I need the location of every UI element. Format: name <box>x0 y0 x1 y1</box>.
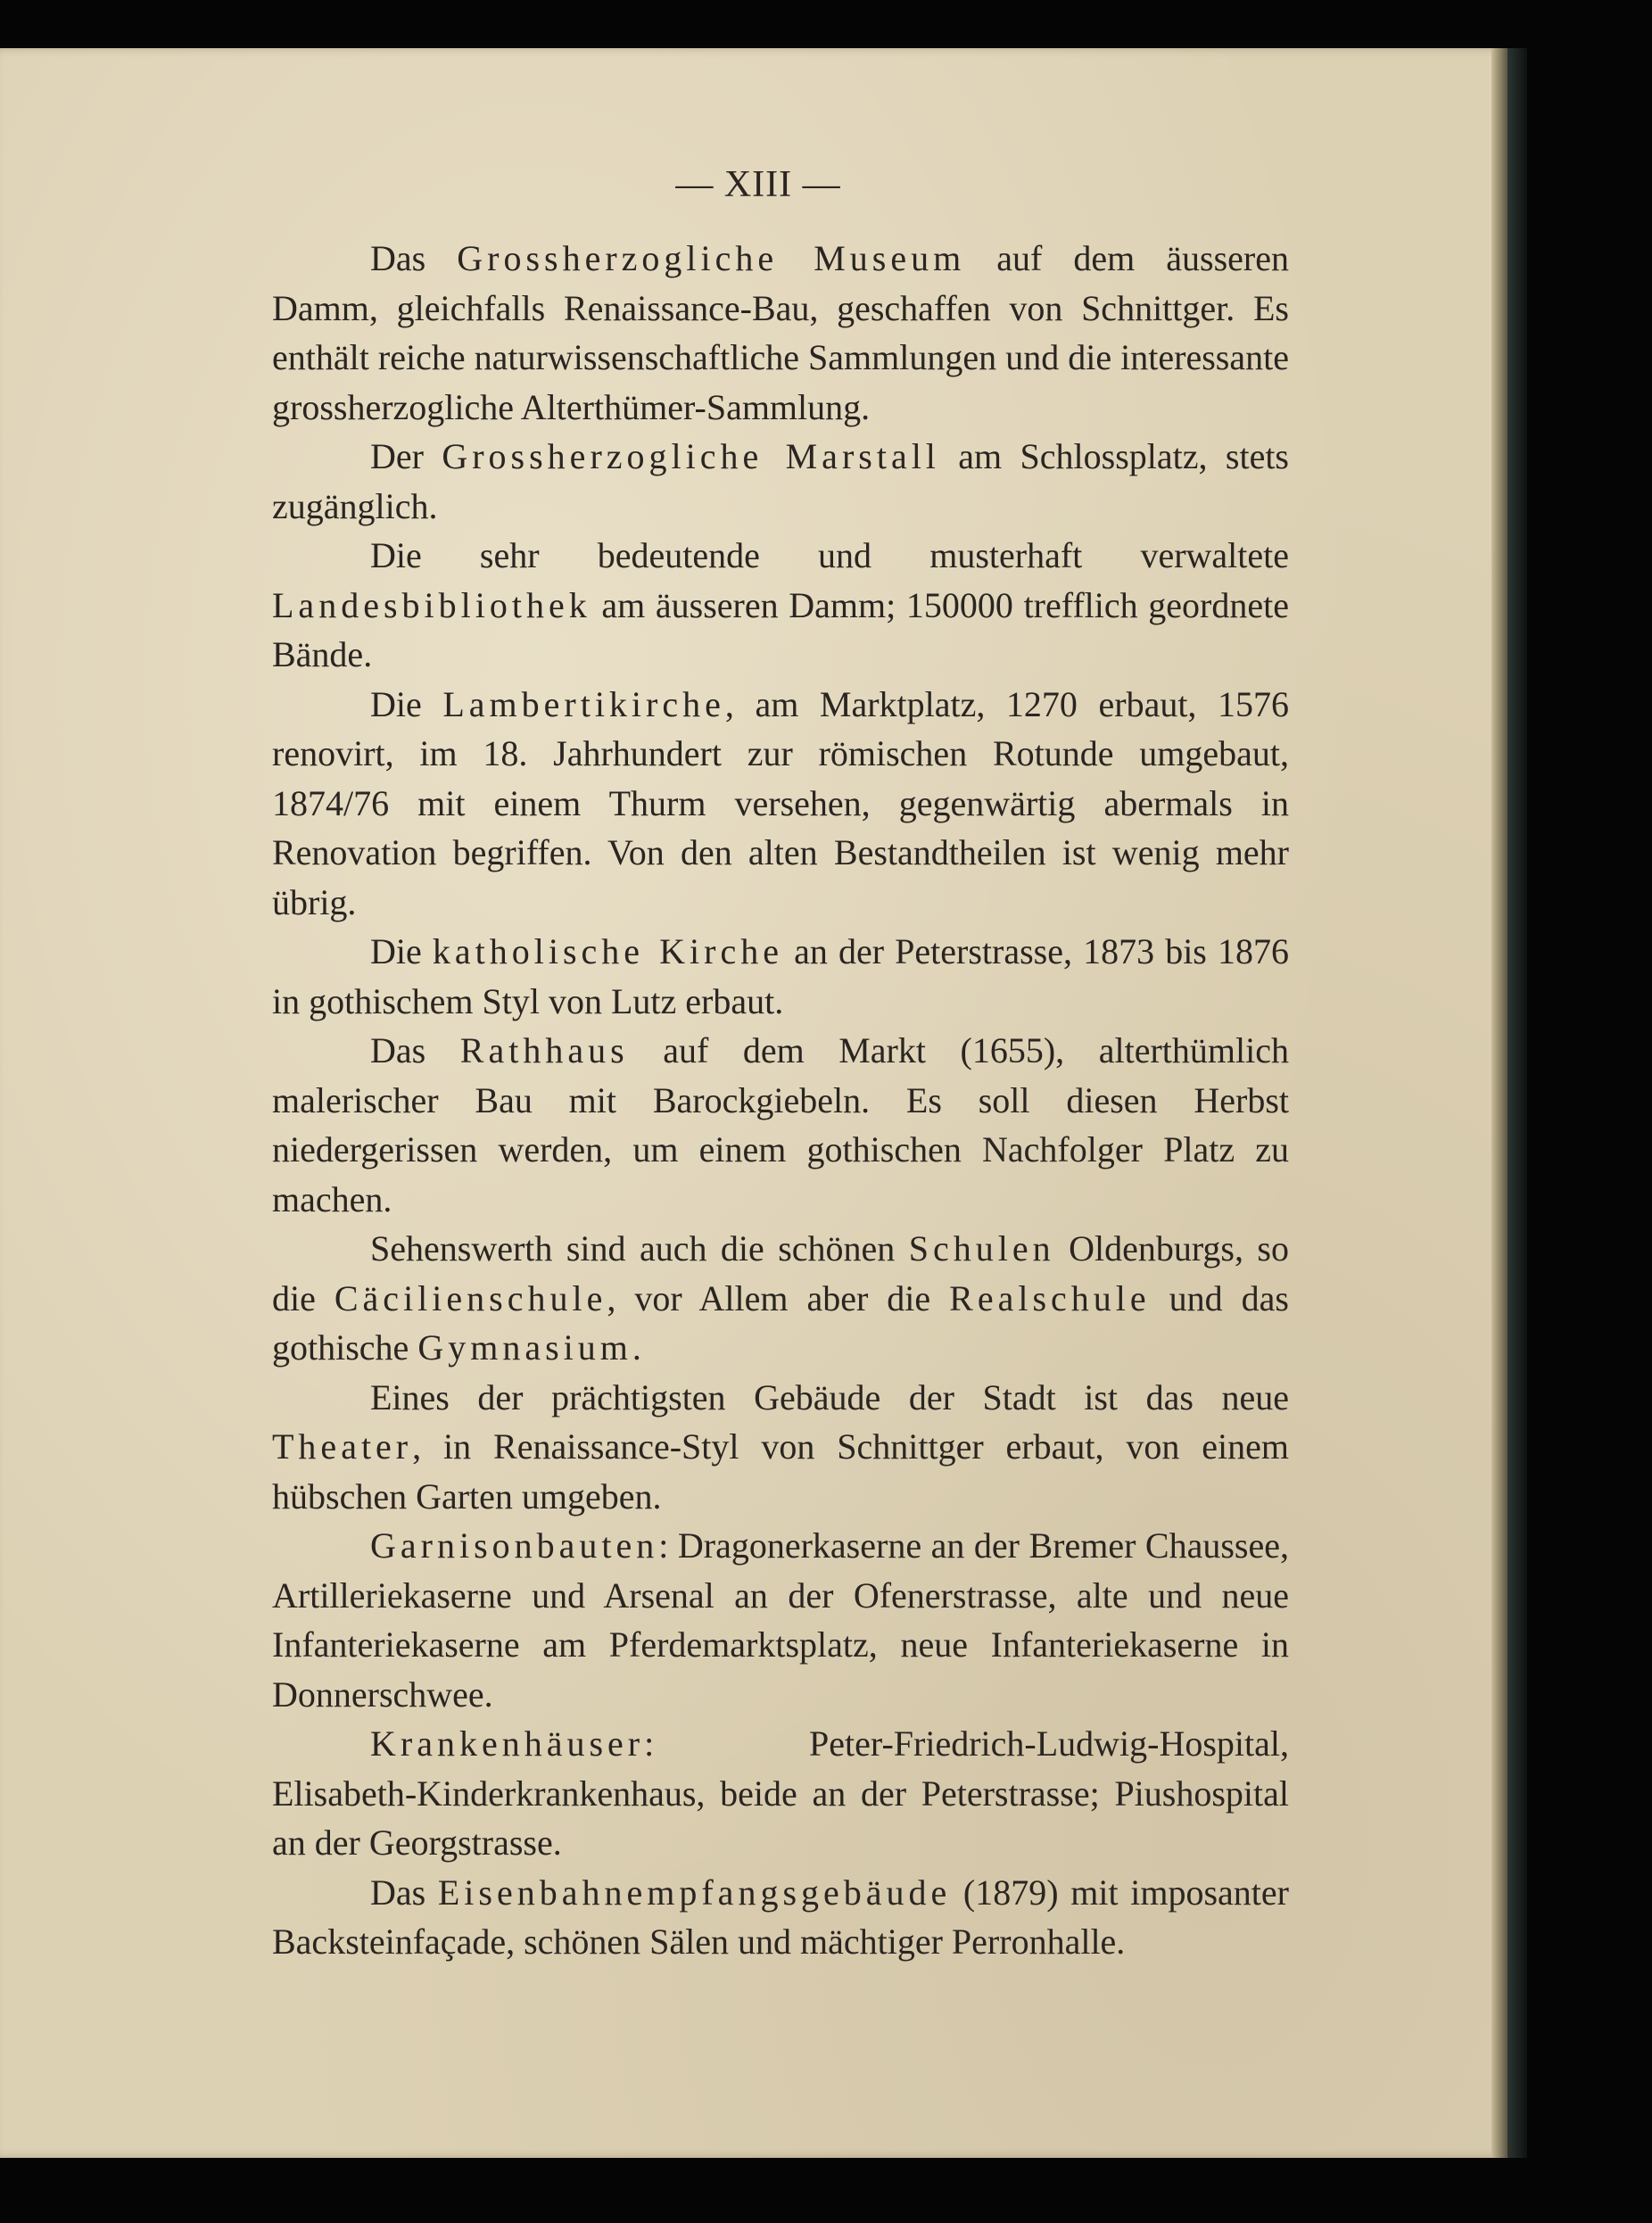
emphasis: Realschule <box>949 1277 1151 1318</box>
paragraph-museum: Das Grossherzogliche Museum auf dem äusseren Damm, gleichfalls Renaissance-Bau, geschaffen von Schnittger. Es enthält reiche naturwissenschaftliche Sammlungen und die interessante grossherzogliche Alterthümer-Sammlung. <box>272 238 1290 427</box>
paragraph-eisenbahn: Das Eisenbahnempfangsgebäude (1879) mit imposanter Backsteinfaçade, schönen Sälen und mächtiger Perronhalle. <box>272 1872 1289 1962</box>
emphasis: Krankenhäuser <box>370 1723 645 1764</box>
paragraph-landesbibliothek: Die sehr bedeutende und musterhaft verwaltete Landesbibliothek am äusseren Damm; 150000 trefflich geordnete Bände. <box>272 535 1289 674</box>
emphasis: Rathhaus <box>459 1030 629 1070</box>
emphasis: Cäcilienschule <box>334 1277 607 1318</box>
paragraph-theater: Eines der prächtigsten Gebäude der Stadt ist das neue Theater, in Renaissance-Styl von Schnittger erbaut, von einem hübschen Garten umgeben. <box>272 1376 1289 1516</box>
paragraph-katholische-kirche: Die katholische Kirche an der Peterstrasse, 1873 bis 1876 in gothischem Styl von Lutz erbaut. <box>272 931 1289 1021</box>
emphasis: Grossherzogliche Marstall <box>442 436 940 476</box>
emphasis: katholische Kirche <box>432 931 783 971</box>
page-number: — XIII — <box>675 164 841 205</box>
emphasis: Grossherzogliche Museum <box>457 238 966 278</box>
emphasis: Garnisonbauten <box>370 1525 659 1566</box>
emphasis: Gymnasium <box>417 1327 632 1368</box>
paragraph-krankenhaeuser: Krankenhäuser: Peter-Friedrich-Ludwig-Hospital, Elisabeth-Kinderkrankenhaus, beide an der Peterstrasse; Piushospital an der Georgstrasse. <box>272 1723 1289 1863</box>
book-cover-edge <box>1507 48 1527 2158</box>
body-text <box>272 234 1289 1967</box>
paragraph-schulen: Sehenswerth sind auch die schönen Schulen Oldenburgs, so die Cäcilienschule, vor Allem aber die Realschule und das gothische Gymnasium. <box>272 1228 1289 1368</box>
paragraph-garnisonbauten: Garnisonbauten: Dragonerkaserne an der Bremer Chaussee, Artilleriekaserne und Arsenal an der Ofenerstrasse, alte und neue Infanteriekaserne am Pferdemarktsplatz, neue Infanteriekaserne in Donnerschwee. <box>272 1525 1289 1715</box>
paragraph-lambertikirche: Die Lambertikirche, am Marktplatz, 1270 erbaut, 1576 renovirt, im 18. Jahrhundert zur römischen Rotunde umgebaut, 1874/76 mit einem Thurm versehen, gegenwärtig abermals in Renovation begriffen. Von den alten Bestandtheilen ist wenig mehr übrig. <box>272 683 1289 922</box>
paragraph-marstall: Der Grossherzogliche Marstall am Schlossplatz, stets zugänglich. <box>272 436 1289 526</box>
emphasis: Landesbibliothek <box>272 584 591 625</box>
emphasis: Eisenbahnempfangsgebäude <box>437 1872 952 1913</box>
emphasis: Schulen <box>908 1228 1055 1269</box>
paragraph-rathhaus: Das Rathhaus auf dem Markt (1655), alterthümlich malerischer Bau mit Barockgiebeln. Es soll diesen Herbst niedergerissen werden, um einem gothischen Nachfolger Platz zu machen. <box>272 1030 1289 1219</box>
emphasis: Theater <box>272 1426 413 1467</box>
emphasis: Lambertikirche <box>442 683 725 724</box>
